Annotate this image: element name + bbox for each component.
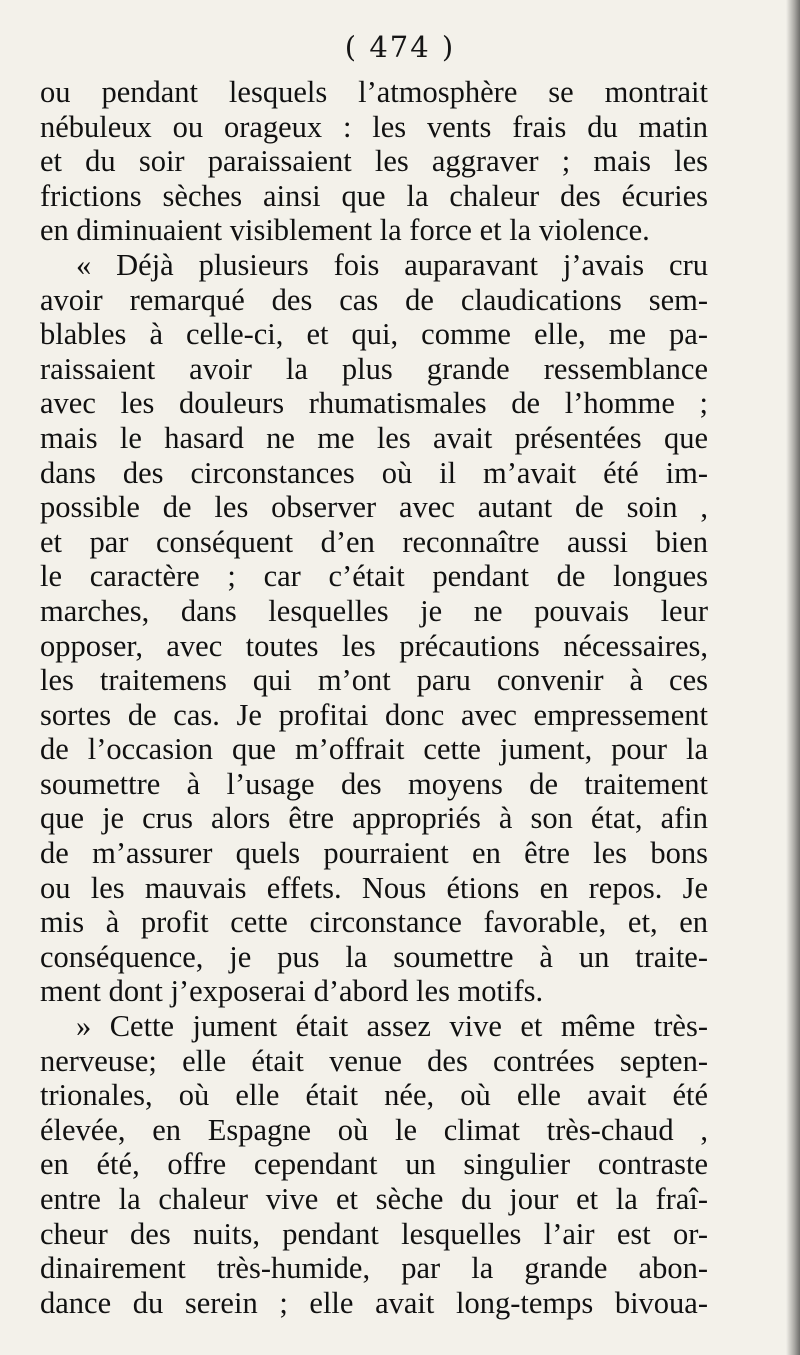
text-line: raissaient avoir la plus grande ressemblance	[40, 351, 708, 386]
text-line: mis à profit cette circonstance favorable, et, en	[40, 905, 708, 940]
text-line: le caractère ; car c’était pendant de longues	[40, 559, 708, 594]
text-line: et par conséquent d’en reconnaître aussi bien	[40, 524, 708, 559]
text-line: nébuleux ou orageux : les vents frais du matin	[40, 109, 708, 144]
text-line: mais le hasard ne me les avait présentées que	[40, 420, 708, 455]
text-line: blables à celle-ci, et qui, comme elle, me pa-	[40, 317, 708, 352]
text-line: soumettre à l’usage des moyens de traitement	[40, 766, 708, 801]
text-line: trionales, où elle était née, où elle avait été	[40, 1078, 708, 1113]
text-line: dans des circonstances où il m’avait été im-	[40, 455, 708, 490]
text-line: ou pendant lesquels l’atmosphère se montrait	[40, 75, 708, 109]
page-edge-shadow	[786, 0, 800, 1355]
body-text	[40, 75, 708, 1320]
text-line: entre la chaleur vive et sèche du jour et la fraî-	[40, 1182, 708, 1216]
text-line: en diminuaient visiblement la force et la violence.	[40, 213, 650, 248]
text-line: conséquence, je pus la soumettre à un traite-	[40, 939, 708, 974]
text-line: frictions sèches ainsi que la chaleur des écuries	[40, 178, 708, 213]
text-line: ment dont j’exposerai d’abord les motifs.	[40, 974, 544, 1009]
page-number: ( 474 )	[344, 30, 456, 64]
text-line: ou les mauvais effets. Nous étions en repos. Je	[40, 870, 708, 905]
text-line: en été, offre cependant un singulier contraste	[40, 1147, 708, 1182]
text-line: nerveuse; elle était venue des contrées septen-	[40, 1043, 708, 1078]
text-line: » Cette jument était assez vive et même très-	[76, 1009, 708, 1044]
text-line: dinairement très-humide, par la grande abon-	[40, 1251, 708, 1286]
text-line: marches, dans lesquelles je ne pouvais leur	[40, 593, 708, 628]
text-line: avoir remarqué des cas de claudications sem-	[40, 282, 708, 317]
text-line: sortes de cas. Je profitai donc avec empressement	[40, 697, 708, 732]
text-line: avec les douleurs rhumatismales de l’homme ;	[40, 386, 708, 421]
text-line: et du soir paraissaient les aggraver ; mais les	[40, 144, 708, 179]
text-line: que je crus alors être appropriés à son état, afin	[40, 801, 708, 836]
text-line: cheur des nuits, pendant lesquelles l’air est or-	[40, 1216, 708, 1251]
text-line: opposer, avec toutes les précautions nécessaires,	[40, 628, 708, 663]
text-line: élevée, en Espagne où le climat très-chaud ,	[40, 1112, 708, 1147]
text-line: « Déjà plusieurs fois auparavant j’avais cru	[76, 247, 708, 282]
text-line: les traitemens qui m’ont paru convenir à ces	[40, 663, 708, 698]
text-line: dance du serein ; elle avait long-temps bivoua-	[40, 1285, 708, 1320]
text-line: possible de les observer avec autant de soin ,	[40, 490, 708, 525]
text-line: de m’assurer quels pourraient en être les bons	[40, 836, 708, 871]
text-line: de l’occasion que m’offrait cette jument, pour la	[40, 732, 708, 767]
